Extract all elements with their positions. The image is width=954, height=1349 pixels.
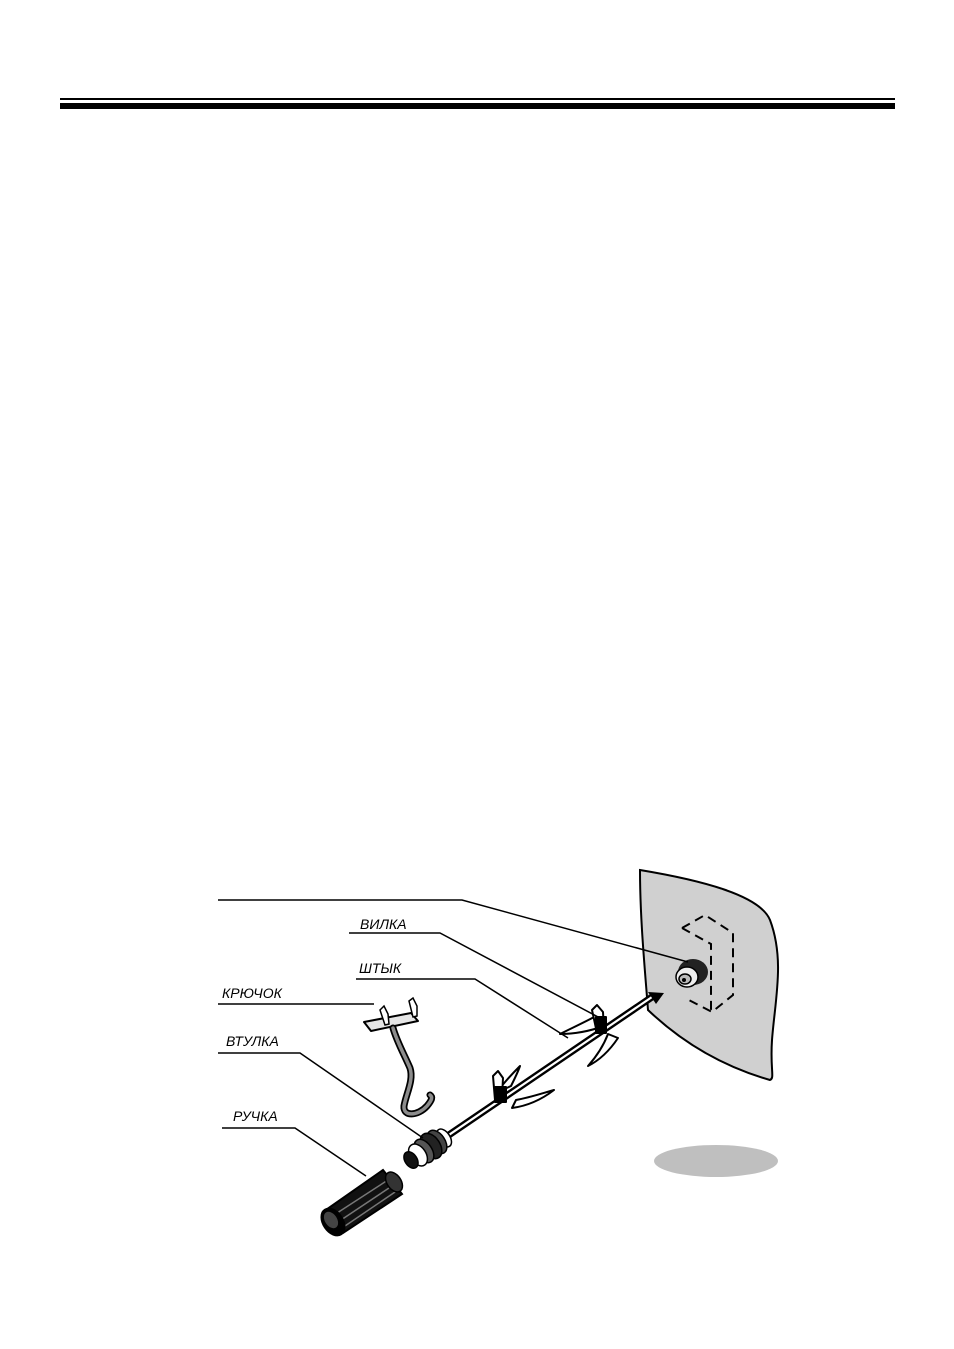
hook xyxy=(364,998,432,1114)
label-hook: КРЮЧОК xyxy=(222,985,282,1001)
leader-socket xyxy=(218,900,688,962)
handle xyxy=(316,1169,406,1240)
label-skewer: ШТЫК xyxy=(359,960,402,976)
bushing xyxy=(401,1126,455,1170)
leader-bushing xyxy=(218,1053,423,1138)
leader-skewer xyxy=(356,979,568,1038)
label-handle: РУЧКА xyxy=(233,1108,278,1124)
drip-tray-marker xyxy=(654,1145,778,1177)
label-bushing: ВТУЛКА xyxy=(226,1033,279,1049)
oven-wall xyxy=(640,870,778,1080)
leader-handle xyxy=(222,1128,366,1176)
label-fork: ВИЛКА xyxy=(360,916,407,932)
